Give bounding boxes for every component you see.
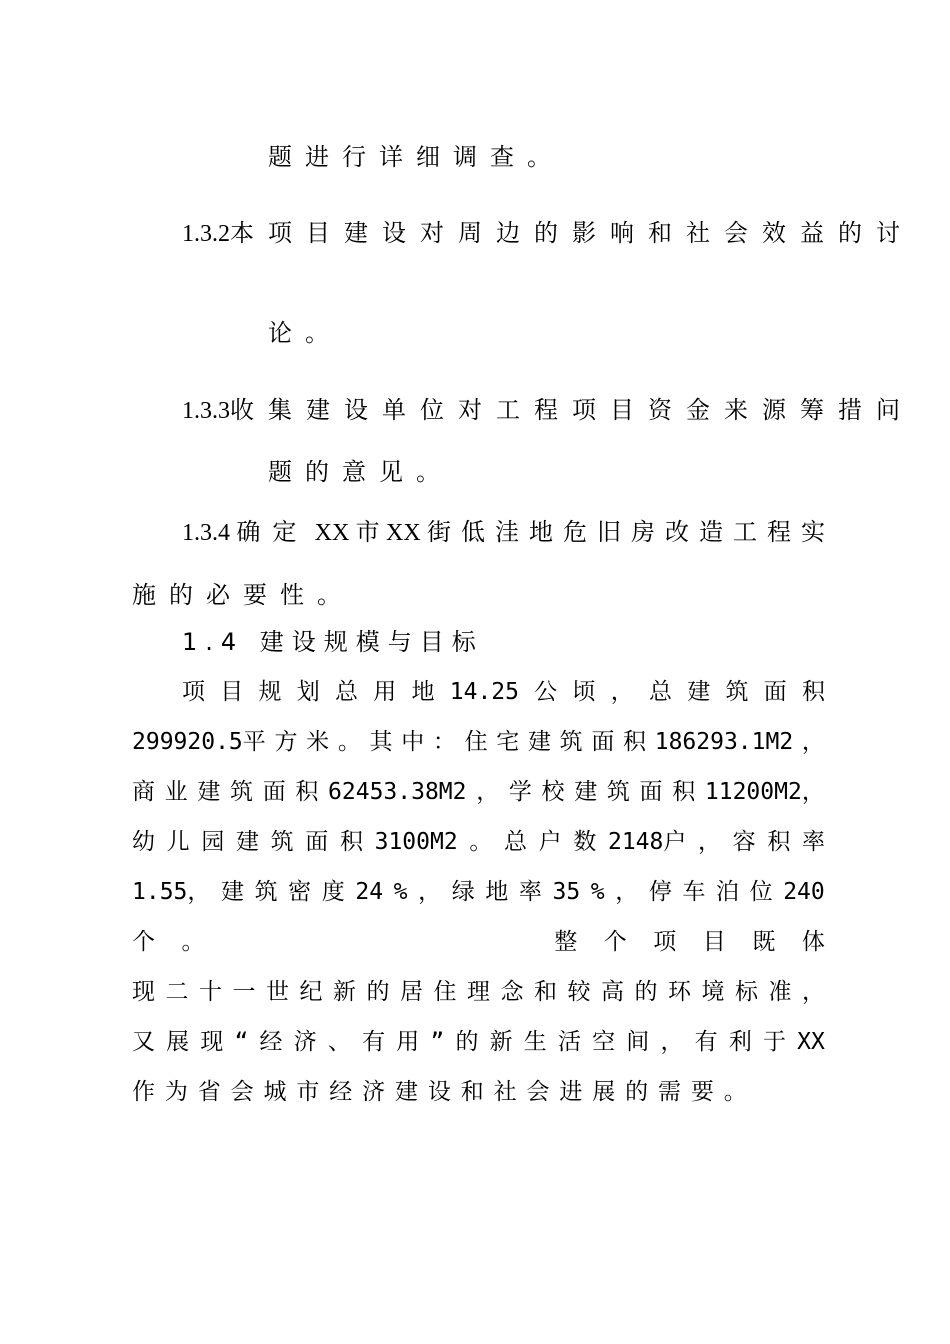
body-token: 用 <box>396 1029 420 1055</box>
item-text: 收集建设单位对工程项目资金来源筹措问 <box>230 396 914 424</box>
body-token: 现 <box>132 979 155 1005</box>
body-token: 二 <box>165 979 189 1005</box>
item-1-3-2-line-1 <box>182 216 914 251</box>
body-token: 高 <box>601 979 624 1005</box>
body-token: % <box>590 879 605 905</box>
body-token: 活 <box>557 1029 581 1055</box>
body-line <box>132 876 825 908</box>
body-token: 建 <box>235 829 259 855</box>
body-token: 济 <box>362 1079 386 1105</box>
body-token: 商 <box>132 779 155 805</box>
body-line <box>132 1026 825 1058</box>
body-token: 会 <box>526 1079 550 1105</box>
body-token: 项 <box>653 929 677 955</box>
item-text: 市 <box>355 518 380 546</box>
body-line <box>132 926 825 958</box>
body-token: 个 <box>603 929 627 955</box>
body-token: 数 <box>573 829 597 855</box>
body-token: 方 <box>274 729 298 755</box>
item-text: XX <box>314 520 350 546</box>
body-token: 展 <box>592 1079 616 1105</box>
body-token: 十 <box>199 979 222 1005</box>
body-token: 整 <box>554 929 578 955</box>
body-token: 的 <box>366 979 390 1005</box>
body-token: 总 <box>649 679 672 705</box>
body-token: 利 <box>728 1029 752 1055</box>
body-token: 的 <box>455 1029 479 1055</box>
body-token: 省 <box>197 1079 221 1105</box>
body-token: 车 <box>682 879 706 905</box>
body-token: 一 <box>232 979 256 1005</box>
body-token <box>473 926 487 958</box>
body-token: ， <box>801 729 825 755</box>
body-line <box>182 676 825 708</box>
body-token: ， <box>476 779 500 805</box>
item-number: 1.3.2 <box>182 221 230 247</box>
body-token: 11200M2， <box>704 779 825 805</box>
item-number: 1.3.3 <box>182 398 230 424</box>
body-line <box>132 1076 747 1108</box>
body-token: 园 <box>201 829 225 855</box>
body-token: 进 <box>559 1079 583 1105</box>
item-1-3-3-line-1 <box>182 393 914 428</box>
item-1-3-1-continuation <box>268 140 564 174</box>
item-text: 论。 <box>268 319 342 347</box>
body-token: 目 <box>702 929 726 955</box>
body-token: 建 <box>687 679 711 705</box>
body-token: 率 <box>518 879 542 905</box>
body-token: 项 <box>182 679 205 705</box>
body-token: 积 <box>767 829 791 855</box>
body-token: 建 <box>197 779 221 805</box>
body-token: 济 <box>293 1029 317 1055</box>
body-token: 为 <box>164 1079 188 1105</box>
body-token: 总 <box>335 679 358 705</box>
item-1-3-4-line-2 <box>132 578 354 612</box>
body-token: 体 <box>801 929 825 955</box>
body-token: 度 <box>321 879 345 905</box>
body-token: 建 <box>574 779 598 805</box>
body-token: 240 <box>783 879 825 905</box>
body-token: 空 <box>592 1029 616 1055</box>
body-token: 筑 <box>230 779 254 805</box>
item-text: 本项目建设对周边的影响和社会效益的讨 <box>230 219 914 247</box>
body-token: 标 <box>735 979 758 1005</box>
body-token: ， <box>802 979 825 1005</box>
item-text: 街低洼地危旧房改造工程实 <box>426 518 835 546</box>
body-token: 积 <box>295 779 319 805</box>
body-token: 作 <box>132 1079 155 1105</box>
body-token <box>231 926 245 958</box>
body-token: 米 <box>306 729 330 755</box>
body-token: 划 <box>296 679 320 705</box>
body-token: 城 <box>263 1079 287 1105</box>
body-token: 于 <box>762 1029 786 1055</box>
body-token <box>393 926 407 958</box>
item-text: 题进行详细调查。 <box>268 143 564 171</box>
body-line <box>132 726 825 758</box>
section-heading-text: 1.4 建设规模与目标 <box>182 628 484 656</box>
body-token: 准 <box>768 979 792 1005</box>
body-token: 有 <box>362 1029 386 1055</box>
body-token: 总 <box>504 829 527 855</box>
body-token: 住 <box>433 979 457 1005</box>
body-token: 积 <box>672 779 696 805</box>
body-token: 建 <box>527 729 551 755</box>
body-token: % <box>393 879 408 905</box>
body-token <box>433 926 447 958</box>
body-token: 新 <box>489 1029 513 1055</box>
body-token: 299920.5平 <box>132 729 266 755</box>
body-token: 学 <box>508 779 532 805</box>
body-token: ， <box>418 879 442 905</box>
body-token <box>271 926 285 958</box>
body-token: 。 <box>469 829 493 855</box>
item-1-3-4-line-1 <box>182 515 835 550</box>
body-token: 社 <box>493 1079 517 1105</box>
body-token: 市 <box>296 1079 320 1105</box>
body-token: 、 <box>327 1029 351 1055</box>
item-1-3-2-line-2 <box>268 316 342 350</box>
body-token: 住 <box>464 729 488 755</box>
body-token: 筑 <box>559 729 583 755</box>
body-token: 业 <box>164 779 188 805</box>
body-token: 面 <box>639 779 663 805</box>
body-token: 地 <box>485 879 509 905</box>
body-token: 率 <box>801 829 825 855</box>
body-token: ， <box>698 829 722 855</box>
body-token: 居 <box>400 979 423 1005</box>
body-token: 的 <box>634 979 658 1005</box>
body-token: 3100M2 <box>374 829 458 855</box>
body-token: 和 <box>534 979 557 1005</box>
body-token: ， <box>660 1029 684 1055</box>
body-token: XX <box>797 1029 825 1055</box>
body-token: 2148户 <box>607 829 687 855</box>
body-token: 停 <box>648 879 672 905</box>
item-text: 题的意见。 <box>268 458 453 486</box>
body-token: 较 <box>567 979 591 1005</box>
body-token: 需 <box>658 1079 681 1105</box>
body-token: 中 <box>401 729 425 755</box>
body-line <box>132 776 825 808</box>
body-token: 面 <box>262 779 286 805</box>
body-token: 。 <box>181 929 205 955</box>
body-token: 位 <box>749 879 773 905</box>
body-token: 儿 <box>166 829 190 855</box>
body-token: 1.55， <box>132 879 211 905</box>
body-token: 户 <box>538 829 562 855</box>
body-token: 的 <box>625 1079 649 1105</box>
body-token: 念 <box>500 979 524 1005</box>
body-token: 。 <box>723 1079 747 1105</box>
body-token: 现 <box>200 1029 224 1055</box>
body-line <box>132 826 825 858</box>
body-token: 经 <box>259 1029 283 1055</box>
body-token: 其 <box>369 729 393 755</box>
body-token <box>352 926 366 958</box>
body-token: 幼 <box>132 829 155 855</box>
body-token: 186293.1M2 <box>654 729 794 755</box>
body-token: 62453.38M2 <box>328 779 467 805</box>
body-token: 地 <box>411 679 435 705</box>
item-text: XX <box>385 520 421 546</box>
body-token: 理 <box>467 979 490 1005</box>
body-token: 建 <box>220 879 244 905</box>
body-token: 顷 <box>572 679 596 705</box>
body-token: 校 <box>541 779 565 805</box>
body-token: 经 <box>329 1079 353 1105</box>
body-token: 24 <box>355 879 384 905</box>
body-token: 公 <box>534 679 558 705</box>
body-token: 筑 <box>606 779 630 805</box>
body-token: 展 <box>166 1029 190 1055</box>
body-token: 。 <box>337 729 361 755</box>
section-heading <box>182 625 484 659</box>
body-token: 要 <box>690 1079 714 1105</box>
body-token <box>312 926 326 958</box>
body-token: 面 <box>305 829 329 855</box>
body-token: ： <box>432 729 456 755</box>
body-token: 个 <box>132 929 155 955</box>
body-token: 目 <box>220 679 244 705</box>
body-token: 和 <box>460 1079 484 1105</box>
body-token: 14.25 <box>449 679 519 705</box>
body-token: 会 <box>230 1079 254 1105</box>
body-token: ， <box>615 879 639 905</box>
body-token: 用 <box>373 679 397 705</box>
body-line <box>132 976 825 1008</box>
item-1-3-3-line-2 <box>268 455 453 489</box>
body-token: 绿 <box>451 879 475 905</box>
body-token: 世 <box>266 979 289 1005</box>
item-number: 1.3.4 <box>182 520 230 546</box>
body-token: 有 <box>694 1029 718 1055</box>
body-token: 既 <box>752 929 776 955</box>
body-token: 容 <box>732 829 756 855</box>
body-token: 面 <box>763 679 787 705</box>
body-token: 设 <box>427 1079 451 1105</box>
body-token: 35 <box>552 879 581 905</box>
body-token: “ <box>234 1029 249 1055</box>
body-token: ” <box>430 1029 445 1055</box>
body-token: 规 <box>258 679 282 705</box>
body-token: 泊 <box>716 879 740 905</box>
body-token: 建 <box>395 1079 418 1105</box>
item-text: 确定 <box>236 518 309 546</box>
body-token: 间 <box>626 1029 650 1055</box>
body-token: 面 <box>591 729 615 755</box>
body-token: 新 <box>333 979 356 1005</box>
body-token: 又 <box>132 1029 155 1055</box>
body-token <box>514 926 528 958</box>
body-token: 积 <box>339 829 363 855</box>
item-text: 施的必要性。 <box>132 581 354 609</box>
body-token: 境 <box>701 979 725 1005</box>
body-token: 积 <box>623 729 647 755</box>
body-token: 环 <box>668 979 691 1005</box>
body-token: 筑 <box>254 879 278 905</box>
body-token: 筑 <box>270 829 294 855</box>
body-token: 生 <box>523 1029 547 1055</box>
body-token: 筑 <box>725 679 749 705</box>
body-token: ， <box>610 679 634 705</box>
body-token: 宅 <box>496 729 520 755</box>
body-token: 纪 <box>299 979 323 1005</box>
body-token: 密 <box>288 879 312 905</box>
body-token: 积 <box>802 679 825 705</box>
